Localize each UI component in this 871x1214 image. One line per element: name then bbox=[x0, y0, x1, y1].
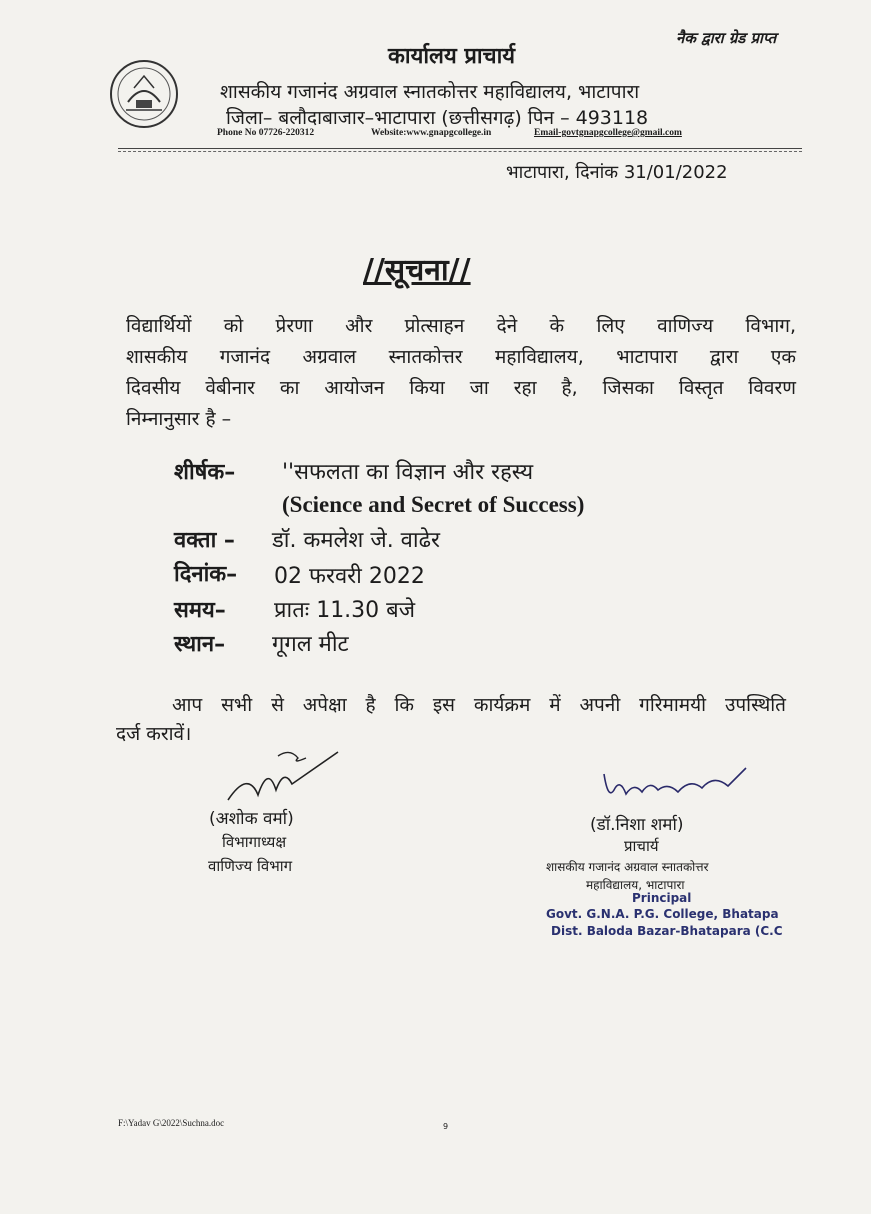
header-divider-dashed bbox=[118, 151, 802, 152]
college-name: शासकीय गजानंद अग्रवाल स्नातकोत्तर महाविद्यालय, भाटापारा bbox=[220, 81, 640, 103]
office-title: कार्यालय प्राचार्य bbox=[388, 44, 516, 69]
principal-stamp-line1: Govt. G.N.A. P.G. College, Bhatapa bbox=[546, 907, 779, 921]
principal-stamp-line2: Dist. Baloda Bazar-Bhatapara (C.C bbox=[551, 924, 783, 938]
event-date: 02 फरवरी 2022 bbox=[274, 564, 425, 589]
principal-stamp-title: Principal bbox=[632, 891, 692, 905]
topic-hindi: ''सफलता का विज्ञान और रहस्य bbox=[282, 460, 534, 485]
intro-line-4: निम्नानुसार है – bbox=[126, 408, 232, 430]
topic-english: (Science and Secret of Success) bbox=[282, 492, 585, 517]
topic-label: शीर्षक– bbox=[174, 460, 236, 485]
intro-line-1: विद्यार्थियों को प्रेरणा और प्रोत्साहन देने के लिए वाणिज्य विभाग, bbox=[126, 315, 796, 337]
issue-date: भाटापारा, दिनांक 31/01/2022 bbox=[506, 162, 728, 183]
hod-department: वाणिज्य विभाग bbox=[208, 857, 293, 875]
date-label: दिनांक– bbox=[174, 562, 238, 587]
intro-line-3: दिवसीय वेबीनार का आयोजन किया जा रहा है, जिसका विस्तृत विवरण bbox=[126, 377, 796, 399]
principal-signature-icon bbox=[598, 760, 758, 810]
website: Website:www.gnapgcollege.in bbox=[371, 128, 492, 138]
file-path: F:\Yadav G\2022\Suchna.doc bbox=[118, 1118, 225, 1128]
event-venue: गूगल मीट bbox=[272, 632, 349, 657]
event-time: प्रातः 11.30 बजे bbox=[274, 598, 416, 623]
time-label: समय– bbox=[174, 598, 226, 623]
email-address: Email-govtgnapgcollege@gmail.com bbox=[534, 128, 682, 138]
notice-title: //सूचना// bbox=[363, 253, 471, 288]
intro-line-2: शासकीय गजानंद अग्रवाल स्नातकोत्तर महाविद्यालय, भाटापारा द्वारा एक bbox=[126, 346, 796, 368]
principal-name: (डॉ.निशा शर्मा) bbox=[590, 815, 684, 835]
speaker-label: वक्ता – bbox=[174, 528, 235, 553]
page-number: 9 bbox=[443, 1122, 449, 1131]
closing-line-2: दर्ज करावें। bbox=[116, 723, 192, 745]
naac-grade-note: नैक द्वारा ग्रेड प्राप्त bbox=[676, 29, 777, 47]
header-divider bbox=[118, 148, 802, 149]
principal-college-line1: शासकीय गजानंद अग्रवाल स्नातकोत्तर bbox=[546, 860, 709, 874]
college-emblem-icon bbox=[108, 58, 180, 130]
closing-line-1: आप सभी से अपेक्षा है कि इस कार्यक्रम में अपनी गरिमामयी उपस्थिति bbox=[172, 694, 786, 716]
hod-name: (अशोक वर्मा) bbox=[209, 809, 294, 829]
principal-college-line2: महाविद्यालय, भाटापारा bbox=[586, 878, 685, 892]
speaker-name: डॉ. कमलेश जे. वाढेर bbox=[272, 528, 441, 553]
phone-number: Phone No 07726-220312 bbox=[217, 128, 315, 138]
principal-designation: प्राचार्य bbox=[624, 837, 659, 855]
hod-designation: विभागाध्यक्ष bbox=[222, 833, 287, 851]
venue-label: स्थान– bbox=[174, 632, 226, 657]
college-address: जिला– बलौदाबाजार–भाटापारा (छत्तीसगढ़) पिन – 493118 bbox=[226, 107, 649, 129]
